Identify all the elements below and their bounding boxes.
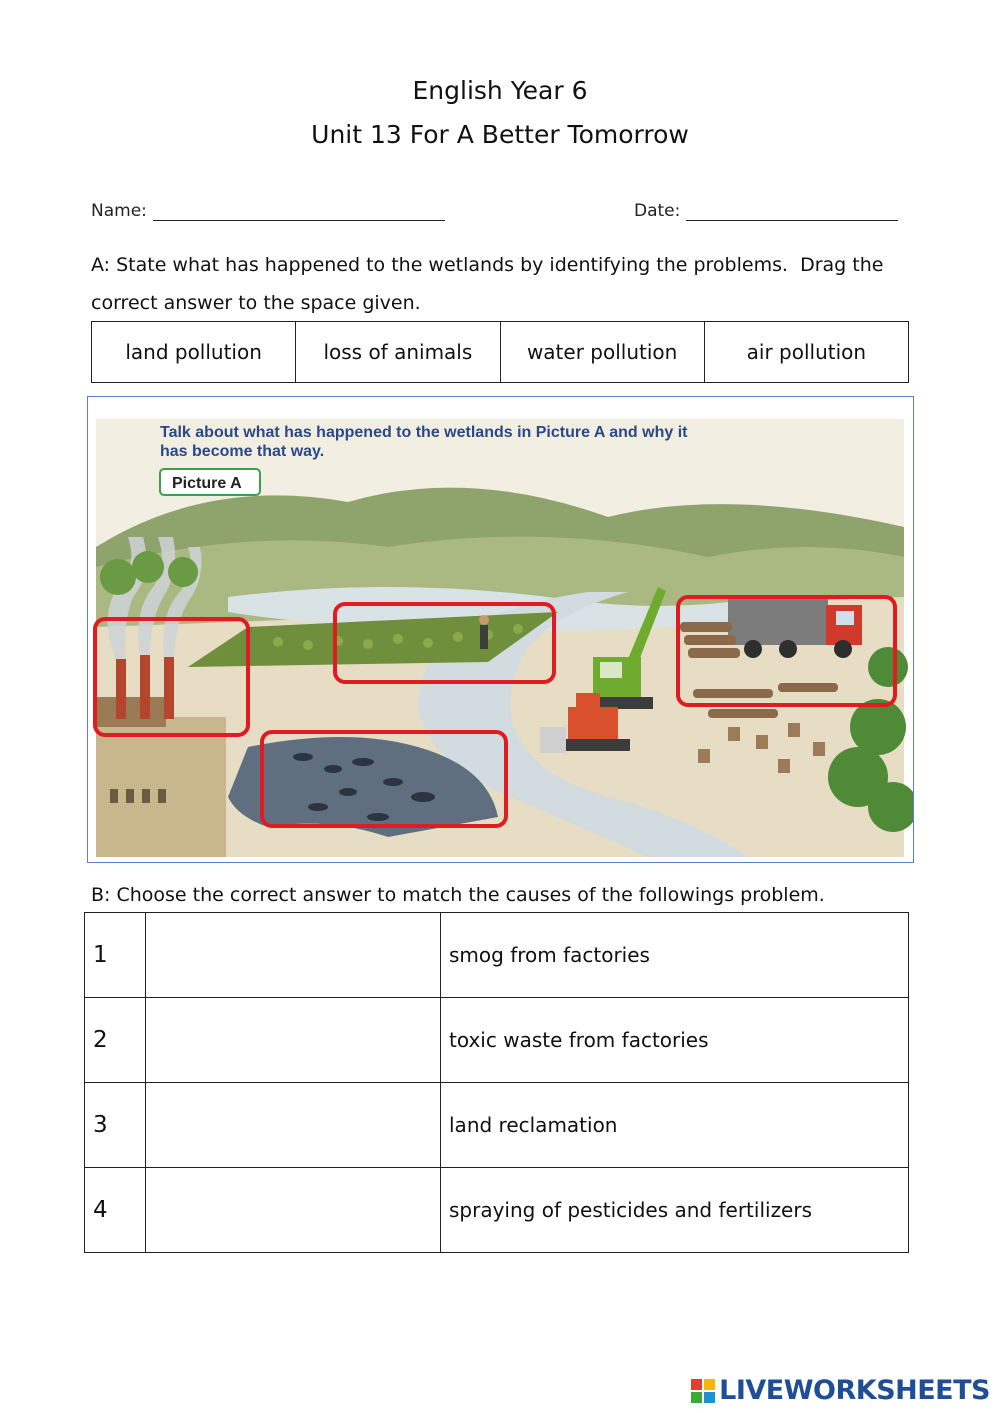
worksheet-subtitle: Unit 13 For A Better Tomorrow <box>311 120 689 149</box>
drop-zone-air-pollution[interactable] <box>93 617 250 737</box>
cause-text: land reclamation <box>441 1083 909 1168</box>
answer-cell[interactable] <box>146 998 441 1083</box>
logo-square <box>691 1379 702 1390</box>
answer-cell[interactable] <box>146 913 441 998</box>
section-b-instruction: B: Choose the correct answer to match the causes of the followings problem. <box>91 884 825 906</box>
name-field[interactable] <box>153 220 445 221</box>
date-field[interactable] <box>686 220 898 221</box>
wetlands-picture <box>87 396 914 863</box>
picture-caption-line2: has become that way. <box>160 443 325 460</box>
table-row <box>85 998 909 1083</box>
drop-zone-water-pollution[interactable] <box>260 730 508 828</box>
logo-square <box>704 1379 715 1390</box>
answer-cell[interactable] <box>146 1168 441 1253</box>
option-air-pollution[interactable]: air pollution <box>704 322 908 383</box>
picture-label: Picture A <box>172 475 242 492</box>
cause-text: toxic waste from factories <box>441 998 909 1083</box>
option-loss-of-animals[interactable]: loss of animals <box>296 322 500 383</box>
answer-cell[interactable] <box>146 1083 441 1168</box>
drop-zone-land-pollution[interactable] <box>333 602 556 684</box>
logo-text: LIVEWORKSHEETS <box>719 1375 990 1406</box>
section-a-instruction-line2: correct answer to the space given. <box>91 292 421 314</box>
row-number: 3 <box>85 1083 146 1168</box>
logo-square <box>691 1392 702 1403</box>
matching-table <box>84 912 909 1253</box>
cause-text: smog from factories <box>441 913 909 998</box>
option-land-pollution[interactable]: land pollution <box>92 322 296 383</box>
table-row <box>85 1168 909 1253</box>
row-number: 1 <box>85 913 146 998</box>
name-label: Name: <box>91 201 147 221</box>
date-label: Date: <box>634 201 681 221</box>
option-water-pollution[interactable]: water pollution <box>500 322 704 383</box>
drop-zone-loss-of-animals[interactable] <box>676 595 897 707</box>
liveworksheets-logo[interactable] <box>691 1375 990 1406</box>
row-number: 2 <box>85 998 146 1083</box>
picture-caption-line1: Talk about what has happened to the wetlands in Picture A and why it <box>160 424 688 441</box>
table-row <box>85 913 909 998</box>
table-row <box>85 1083 909 1168</box>
worksheet-title: English Year 6 <box>412 76 588 105</box>
section-a-instruction-line1: A: State what has happened to the wetlands by identifying the problems. Drag the <box>91 254 884 276</box>
logo-square <box>704 1392 715 1403</box>
liveworksheets-logo-icon <box>691 1379 715 1403</box>
answer-options <box>91 321 909 383</box>
cause-text: spraying of pesticides and fertilizers <box>441 1168 909 1253</box>
row-number: 4 <box>85 1168 146 1253</box>
section-a-instruction <box>91 246 921 322</box>
